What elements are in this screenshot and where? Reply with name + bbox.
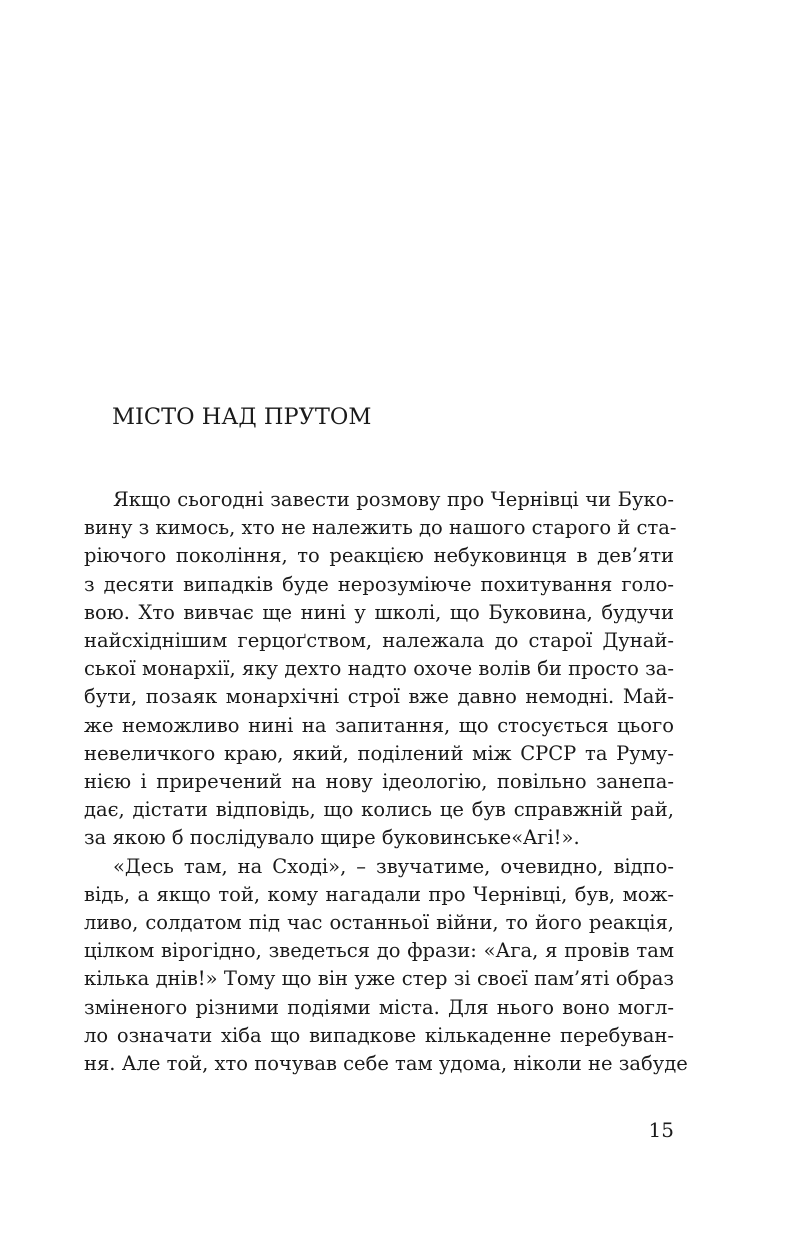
- text-line: зміненого різними подіями міста. Для нього воно могл-: [84, 995, 674, 1019]
- chapter-body: [84, 486, 688, 1078]
- text-line: ської монархії, яку дехто надто охоче волів би просто за-: [84, 657, 674, 681]
- text-line: вину з кимось, хто не належить до нашого старого й ста-: [84, 516, 677, 540]
- text-line: вою. Хто вивчає ще нині у школі, що Буковина, будучи: [84, 600, 674, 624]
- text-line: ливо, солдатом під час останньої війни, то його реакція,: [84, 911, 674, 935]
- text-line: бути, позаяк монархічні строї вже давно немодні. Май-: [84, 685, 674, 709]
- text-line: нією і приречений на нову ідеологію, повільно занепа-: [84, 770, 674, 794]
- text-line: найсхіднішим герцоґством, належала до старої Дунай-: [84, 629, 674, 653]
- text-line: ло означати хіба що випадкове кількаденне перебуван-: [84, 1023, 674, 1047]
- page-number: 15: [648, 1118, 674, 1142]
- text-line: цілком вірогідно, зведеться до фрази: «Ага, я провів там: [84, 939, 674, 963]
- text-line: невеличкого краю, який, поділений між СРСР та Руму-: [84, 741, 674, 765]
- text-line: за якою б послідувало щире буковинське«Aгі!».: [84, 826, 580, 850]
- text-line: з десяти випадків буде нерозуміюче похитування голо-: [84, 572, 674, 596]
- text-line: дає, дістати відповідь, що колись це був справжній рай,: [84, 798, 674, 822]
- text-line: ріючого покоління, то реакцією небуковинця в дев’яти: [84, 544, 674, 568]
- text-line: відь, а якщо той, кому нагадали про Чернівці, був, мож-: [84, 882, 674, 906]
- text-line: ня. Але той, хто почував себе там удома, ніколи не забуде: [84, 1052, 688, 1076]
- chapter-title: МІСТО НАД ПРУТОМ: [112, 404, 372, 430]
- text-line: Якщо сьогодні завести розмову про Чернівці чи Буко-: [113, 488, 674, 511]
- text-line: кілька днів!» Тому що він уже стер зі своєї пам’яті образ: [84, 967, 674, 991]
- paragraph-1: [84, 486, 677, 853]
- text-line: «Десь там, на Сході», – звучатиме, очевидно, відпо-: [113, 854, 674, 878]
- paragraph-2: [84, 853, 688, 1079]
- text-line: же неможливо нині на запитання, що стосується цього: [84, 713, 674, 737]
